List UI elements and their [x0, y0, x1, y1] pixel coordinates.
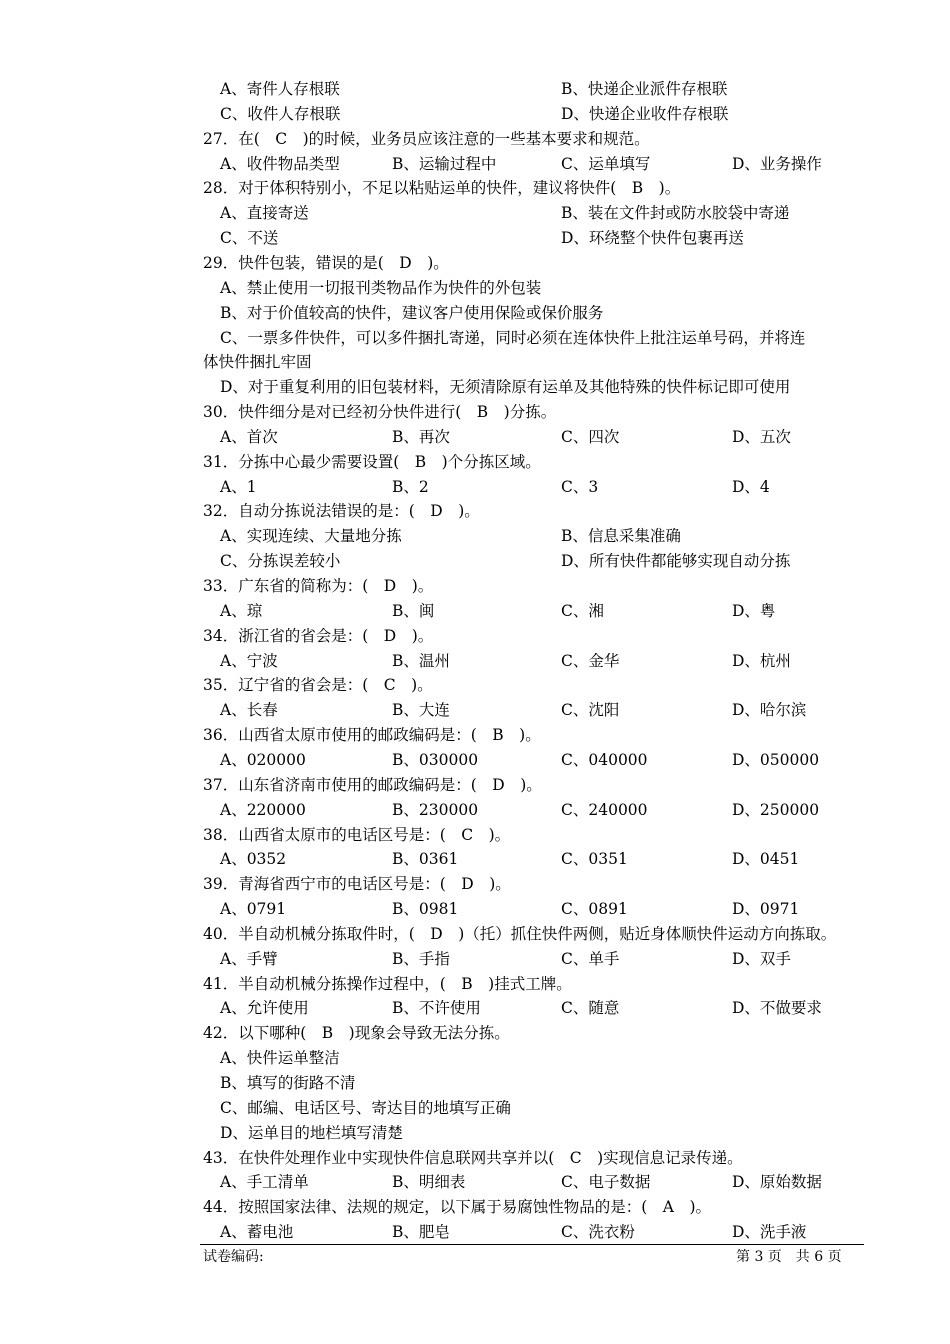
question-line [0, 624, 950, 649]
page-number: 第 3 页 共 6 页 [736, 1249, 842, 1265]
question-line [0, 499, 950, 524]
option-line [0, 1170, 950, 1195]
question-line [0, 176, 950, 201]
option-text: D、粤 [732, 601, 776, 620]
option-text: B、手指 [392, 949, 450, 968]
option-line [0, 1071, 950, 1096]
option-text: D、原始数据 [732, 1173, 822, 1192]
question-line [0, 400, 950, 425]
option-text: A、寄件人存根联 [220, 80, 340, 98]
option-text: D、五次 [732, 427, 791, 446]
question-line [0, 773, 950, 798]
option-text: C、随意 [561, 999, 620, 1018]
option-text: A、020000 [220, 750, 306, 769]
option-text: A、手工清单 [220, 1173, 309, 1192]
option-text: C、运单填写 [561, 154, 651, 173]
option-line [0, 326, 950, 351]
question-text: 28．对于体积特别小，不足以粘贴运单的快件，建议将快件( B )。 [203, 179, 681, 198]
option-text: A、快件运单整洁 [220, 1049, 340, 1068]
option-text: D、双手 [732, 949, 791, 968]
option-text: B、温州 [392, 651, 450, 670]
option-text: B、0981 [392, 900, 459, 919]
option-text: B、填写的街路不清 [220, 1074, 356, 1092]
option-line [0, 798, 950, 823]
option-text: D、对于重复利用的旧包装材料，无须清除原有运单及其他特殊的快件标记即可使用 [220, 378, 791, 397]
option-text: D、0451 [732, 850, 800, 869]
option-text: D、杭州 [732, 651, 791, 670]
option-text: A、实现连续、大量地分拣 [220, 527, 402, 546]
option-text: C、收件人存根联 [220, 104, 341, 123]
question-line [0, 823, 950, 848]
option-text: A、禁止使用一切报刊类物品作为快件的外包装 [220, 278, 542, 297]
question-text: 31．分拣中心最少需要设置( B )个分拣区域。 [203, 452, 541, 471]
option-text: B、030000 [392, 750, 479, 769]
option-text: D、哈尔滨 [732, 701, 807, 720]
exam-code-label: 试卷编码: [203, 1249, 264, 1265]
option-line [0, 301, 950, 326]
option-text: D、不做要求 [732, 999, 822, 1018]
option-text: B、再次 [392, 427, 450, 446]
option-text: A、0352 [220, 850, 287, 869]
option-text: B、装在文件封或防水胶袋中寄递 [561, 204, 790, 223]
option-line [0, 102, 950, 127]
question-text: 37．山东省济南市使用的邮政编码是：( D )。 [203, 775, 542, 794]
option-text: A、琼 [220, 601, 263, 620]
option-line [0, 847, 950, 872]
question-line [0, 1146, 950, 1171]
option-text: A、蓄电池 [220, 1223, 294, 1242]
option-line [0, 1121, 950, 1146]
option-text: B、信息采集准确 [561, 527, 681, 546]
question-text: 41．半自动机械分拣操作过程中，( B )挂式工牌。 [203, 974, 572, 993]
option-text: B、230000 [392, 800, 479, 819]
question-line [0, 127, 950, 152]
option-text: B、对于价值较高的快件，建议客户使用保险或保价服务 [220, 303, 604, 322]
option-text: B、大连 [392, 701, 450, 720]
question-text: 35．辽宁省的省会是：( C )。 [203, 676, 433, 695]
option-text: A、宁波 [220, 651, 278, 670]
option-line [0, 1096, 950, 1121]
option-text: D、4 [732, 477, 770, 496]
option-line [0, 996, 950, 1021]
question-text: 27．在( C )的时候，业务员应该注意的一些基本要求和规范。 [203, 129, 650, 148]
option-line [0, 549, 950, 574]
option-text: B、闽 [392, 601, 435, 620]
question-text: 42．以下哪种( B )现象会导致无法分拣。 [203, 1024, 510, 1043]
question-line [0, 251, 950, 276]
question-line [0, 1195, 950, 1220]
option-line [0, 524, 950, 549]
option-text: C、3 [561, 477, 599, 496]
option-text: C、沈阳 [561, 701, 620, 720]
question-text: 30．快件细分是对已经初分快件进行( B )分拣。 [203, 403, 557, 422]
option-text: D、快递企业收件存根联 [561, 104, 729, 123]
option-text: C、湘 [561, 601, 604, 620]
option-text: A、手臂 [220, 949, 278, 968]
option-text: A、允许使用 [220, 999, 309, 1018]
question-line [0, 574, 950, 599]
option-text: A、长春 [220, 701, 278, 720]
question-text: 33．广东省的简称为：( D )。 [203, 577, 434, 595]
question-line [0, 872, 950, 897]
option-text: C、金华 [561, 651, 620, 670]
option-text: C、四次 [561, 427, 620, 446]
question-text: 34．浙江省的省会是：( D )。 [203, 626, 434, 645]
option-text: D、250000 [732, 800, 820, 819]
option-line [0, 152, 950, 177]
option-text: D、洗手液 [732, 1223, 807, 1242]
option-text: A、直接寄送 [220, 204, 309, 223]
option-text: A、首次 [220, 427, 278, 446]
option-text: D、运单目的地栏填写清楚 [220, 1123, 403, 1142]
question-line [0, 1021, 950, 1046]
option-text: D、业务操作 [732, 154, 822, 173]
option-text: C、一票多件快件，可以多件捆扎寄递，同时必须在连体快件上批注运单号码，并将连 [220, 328, 806, 347]
question-line [0, 673, 950, 698]
option-line [0, 425, 950, 450]
option-text: C、240000 [561, 800, 648, 819]
option-text: B、2 [392, 477, 429, 496]
option-line [0, 897, 950, 922]
option-line [0, 649, 950, 674]
option-line [0, 599, 950, 624]
footer-rule [200, 1244, 864, 1245]
option-text: B、0361 [392, 850, 459, 869]
option-text: C、分拣误差较小 [220, 552, 341, 571]
option-line [0, 276, 950, 301]
option-line [0, 748, 950, 773]
question-text: 43．在快件处理作业中实现快件信息联网共享并以( C )实现信息记录传递。 [203, 1148, 743, 1167]
option-text: B、明细表 [392, 1173, 466, 1192]
question-line [0, 450, 950, 475]
option-text: A、1 [220, 477, 257, 496]
option-line [0, 475, 950, 500]
option-text: B、不许使用 [392, 999, 481, 1018]
option-text: D、环绕整个快件包裹再送 [561, 229, 744, 248]
option-text: C、单手 [561, 949, 620, 968]
question-line [0, 723, 950, 748]
question-line [0, 972, 950, 997]
option-text: C、0351 [561, 850, 628, 869]
option-text: C、0891 [561, 900, 628, 919]
option-text: A、0791 [220, 900, 287, 919]
question-text: 40．半自动机械分拣取件时，( D )（托）抓住快件两侧，贴近身体顺快件运动方向拣取。 [203, 924, 837, 943]
option-text: B、运输过程中 [392, 154, 497, 173]
question-text: 38．山西省太原市的电话区号是：( C )。 [203, 825, 511, 844]
option-line [0, 201, 950, 226]
option-text: C、邮编、电话区号、寄达目的地填写正确 [220, 1098, 511, 1117]
option-text: C、不送 [220, 229, 279, 248]
option-text: C、040000 [561, 750, 648, 769]
option-text: D、0971 [732, 900, 800, 919]
option-text: C、洗衣粉 [561, 1223, 635, 1242]
option-text: D、050000 [732, 750, 820, 769]
option-line [0, 1220, 950, 1245]
question-text: 体快件捆扎牢固 [203, 353, 312, 372]
option-text: A、收件物品类型 [220, 154, 340, 173]
option-line [0, 375, 950, 400]
question-text: 36．山西省太原市使用的邮政编码是：( B )。 [203, 726, 541, 745]
option-line [0, 77, 950, 102]
question-line [0, 922, 950, 947]
option-line [0, 226, 950, 251]
option-line [0, 947, 950, 972]
option-text: C、电子数据 [561, 1173, 651, 1192]
option-text: D、所有快件都能够实现自动分拣 [561, 552, 791, 571]
question-line [0, 350, 950, 375]
option-text: A、220000 [220, 800, 306, 819]
question-text: 44．按照国家法律、法规的规定，以下属于易腐蚀性物品的是：( A )。 [203, 1198, 712, 1217]
question-text: 39．青海省西宁市的电话区号是：( D )。 [203, 875, 511, 894]
question-text: 29．快件包装，错误的是( D )。 [203, 253, 449, 272]
option-text: B、快递企业派件存根联 [561, 80, 728, 98]
option-line [0, 698, 950, 723]
option-line [0, 1046, 950, 1071]
question-text: 32．自动分拣说法错误的是：( D )。 [203, 502, 480, 521]
option-text: B、肥皂 [392, 1223, 450, 1242]
